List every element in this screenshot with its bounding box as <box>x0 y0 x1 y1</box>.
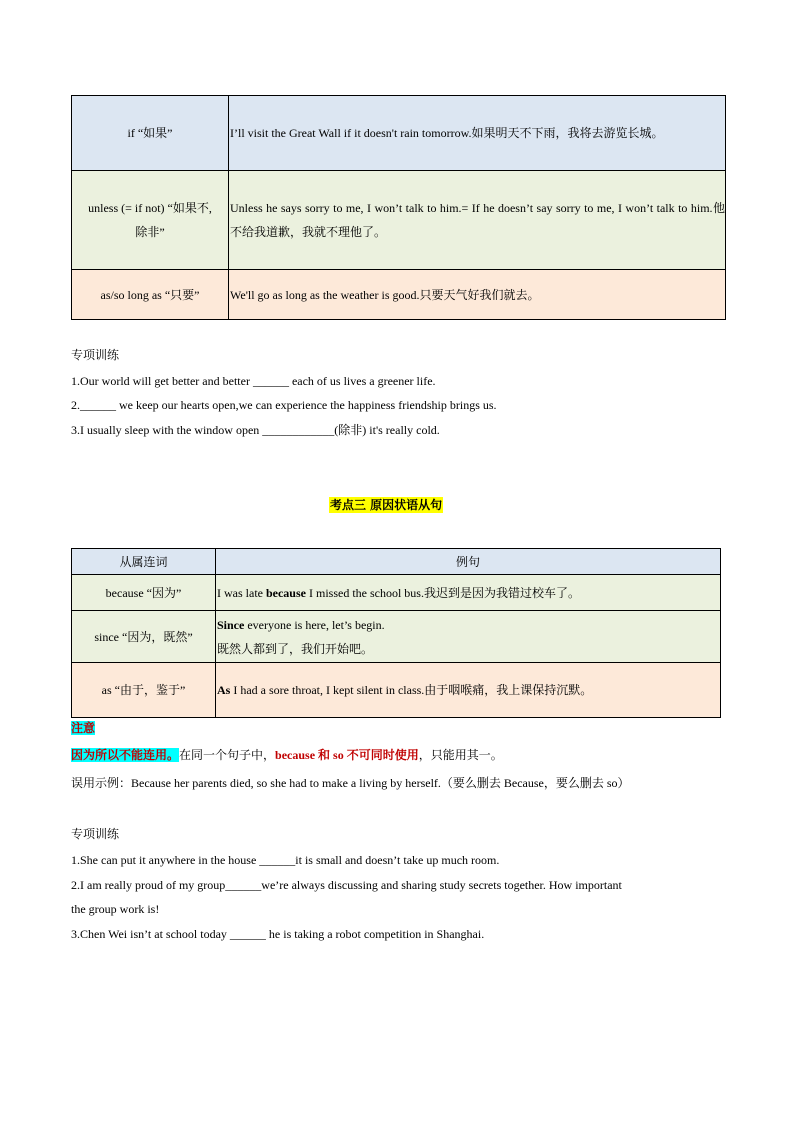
table-row <box>72 663 721 718</box>
keyword: Since <box>217 617 245 632</box>
example-sentence: Since everyone is here, let’s begin. 既然人都到了，我们开始吧。 <box>216 611 721 663</box>
cause-conjunction-table <box>71 548 721 718</box>
label-line: 除非” <box>135 225 165 239</box>
note-text: 因为所以不能连用。在同一个句子中，because 和 so 不可同时使用，只能用其一。 <box>71 748 503 762</box>
keyword: because <box>265 585 306 600</box>
example-sentence: I’ll visit the Great Wall if it doesn't rain tomorrow.如果明天不下雨，我将去游览长城。 <box>229 96 726 171</box>
practice-question-cont: the group work is! <box>71 902 160 916</box>
example-sentence: As I had a sore throat, I kept silent in class.由于咽喉痛，我上课保持沉默。 <box>216 663 721 718</box>
conjunction-label: if “如果” <box>72 96 229 171</box>
note-label: 注意 <box>71 721 96 735</box>
note-highlight: 因为所以不能连用。 <box>71 748 180 762</box>
example-sentence: Unless he says sorry to me, I won’t talk to him.= If he doesn’t say sorry to me, I won’t talk to him.他不给我道歉，我就不理他了。 <box>229 171 726 270</box>
conjunction-label: since “因为，既然” <box>72 611 216 663</box>
practice-heading: 专项训练 <box>71 827 120 841</box>
practice-question: 3.Chen Wei isn’t at school today ______ he is taking a robot competition in Shanghai. <box>71 927 485 941</box>
practice-question: 1.Our world will get better and better ______ each of us lives a greener life. <box>71 374 436 388</box>
conjunction-label <box>72 171 229 270</box>
table-row <box>72 270 726 320</box>
table-header-row <box>72 549 721 575</box>
example-sentence: We'll go as long as the weather is good.只要天气好我们就去。 <box>229 270 726 320</box>
conjunction-label: because “因为” <box>72 575 216 611</box>
practice-question: 2.______ we keep our hearts open,we can experience the happiness friendship brings us. <box>71 398 497 412</box>
table-row <box>72 611 721 663</box>
conditional-conjunction-table <box>71 95 726 320</box>
table-row <box>72 96 726 171</box>
practice-heading: 专项训练 <box>71 348 120 362</box>
label-line: unless (= if not) “如果不, <box>88 201 212 215</box>
keyword: As <box>217 683 231 697</box>
table-row <box>72 171 726 270</box>
practice-question: 2.I am really proud of my group______we’re always discussing and sharing study secrets together. How important <box>71 878 622 892</box>
section-title: 考点三 原因状语从句 <box>330 498 443 512</box>
conjunction-label: as “由于，鉴于” <box>72 663 216 718</box>
conjunction-label: as/so long as “只要” <box>72 270 229 320</box>
column-header: 从属连词 <box>72 549 216 575</box>
table-row <box>72 575 721 611</box>
practice-question: 3.I usually sleep with the window open ____________(除非) it's really cold. <box>71 423 440 437</box>
note-red-text: because 和 so 不可同时使用 <box>275 748 419 762</box>
practice-question: 1.She can put it anywhere in the house ______it is small and doesn’t take up much room. <box>71 853 500 867</box>
wrong-example: 误用示例：Because her parents died, so she had to make a living by herself.（要么删去 Because，要么删去 so） <box>71 776 630 790</box>
column-header: 例句 <box>216 549 721 575</box>
example-sentence: I was late because I missed the school bus.我迟到是因为我错过校车了。 <box>216 575 721 611</box>
